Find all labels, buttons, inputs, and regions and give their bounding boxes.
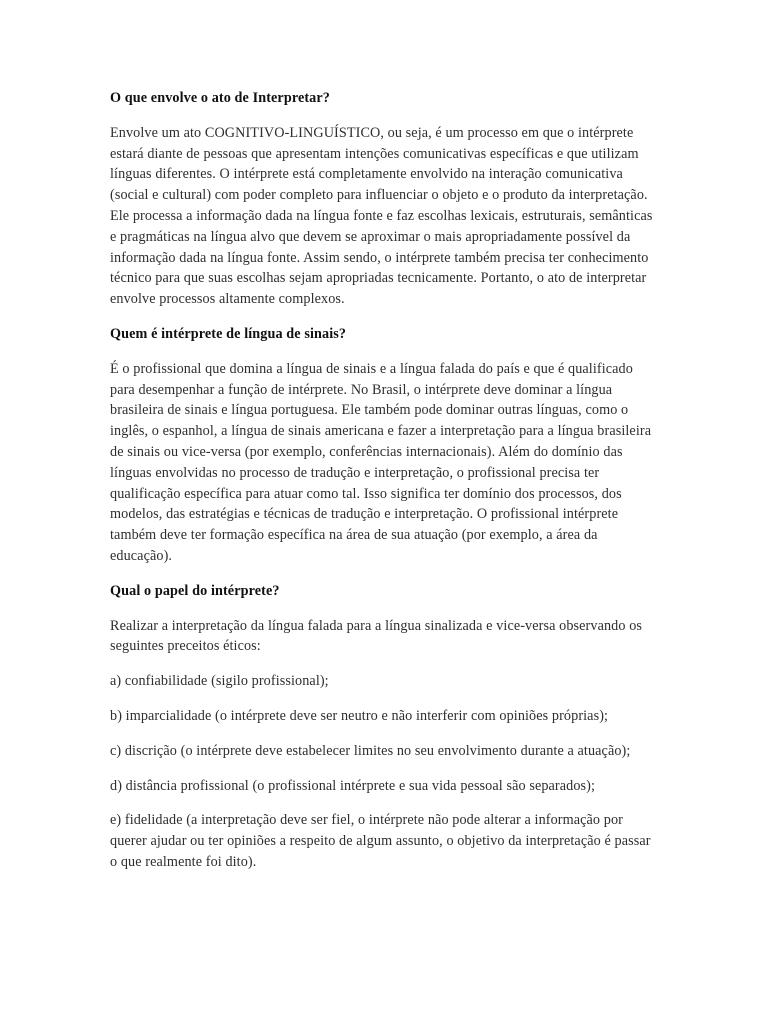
paragraph: Envolve um ato COGNITIVO-LINGUÍSTICO, ou seja, é um processo em que o intérprete estará diante de pessoas que apresentam intenções comunicativas específicas e que utilizam línguas diferentes. O intérprete está completamente envolvido na interação comunicativa (social e cultural) com poder completo para influenciar o objeto e o produto da interpretação. Ele processa a informação dada na língua fonte e faz escolhas lexicais, estruturais, semânticas e pragmáticas na língua alvo que devem se aproximar o mais apropriadamente possível da informação dada na língua fonte. Assim sendo, o intérprete também precisa ter conhecimento técnico para que suas escolhas sejam apropriadas tecnicamente. Portanto, o ato de interpretar envolve processos altamente complexos.	[110, 124, 653, 308]
list-item: e) fidelidade (a interpretação deve ser fiel, o intérprete não pode alterar a informação por querer ajudar ou ter opiniões a respeito de algum assunto, o objetivo da interpretação é passar o que realmente foi dito).	[110, 812, 651, 870]
paragraph: Realizar a interpretação da língua falada para a língua sinalizada e vice-versa observando os seguintes preceitos éticos:	[110, 617, 643, 655]
list-item: c) discrição (o intérprete deve estabelecer limites no seu envolvimento durante a atuação);	[110, 742, 631, 759]
section-ato-interpretar	[110, 88, 660, 310]
list-item: d) distância profissional (o profissional intérprete e sua vida pessoal são separados);	[110, 777, 596, 794]
section-title: Quem é intérprete de língua de sinais?	[110, 325, 347, 342]
section-quem-e-interprete	[110, 324, 660, 567]
list-item: a) confiabilidade (sigilo profissional);	[110, 673, 329, 690]
paragraph: É o profissional que domina a língua de sinais e a língua falada do país e que é qualificado para desempenhar a função de intérprete. No Brasil, o intérprete deve dominar a língua brasileira de sinais e língua portuguesa. Ele também pode dominar outras línguas, como o inglês, o espanhol, a língua de sinais americana e fazer a interpretação para a língua brasileira de sinais ou vice-versa (por exemplo, conferências internacionais). Além do domínio das línguas envolvidas no processo de tradução e interpretação, o profissional precisa ter qualificação específica para atuar como tal. Isso significa ter domínio dos processos, dos modelos, das estratégias e técnicas de tradução e interpretação. O profissional intérprete também deve ter formação específica na área de sua atuação (por exemplo, a área da educação).	[110, 360, 652, 564]
list-item: b) imparcialidade (o intérprete deve ser neutro e não interferir com opiniões próprias);	[110, 707, 609, 724]
document-page	[110, 88, 660, 887]
section-papel-interprete	[110, 581, 660, 873]
section-title: O que envolve o ato de Interpretar?	[110, 90, 330, 106]
section-title: Qual o papel do intérprete?	[110, 582, 280, 599]
ethics-list	[110, 671, 660, 873]
